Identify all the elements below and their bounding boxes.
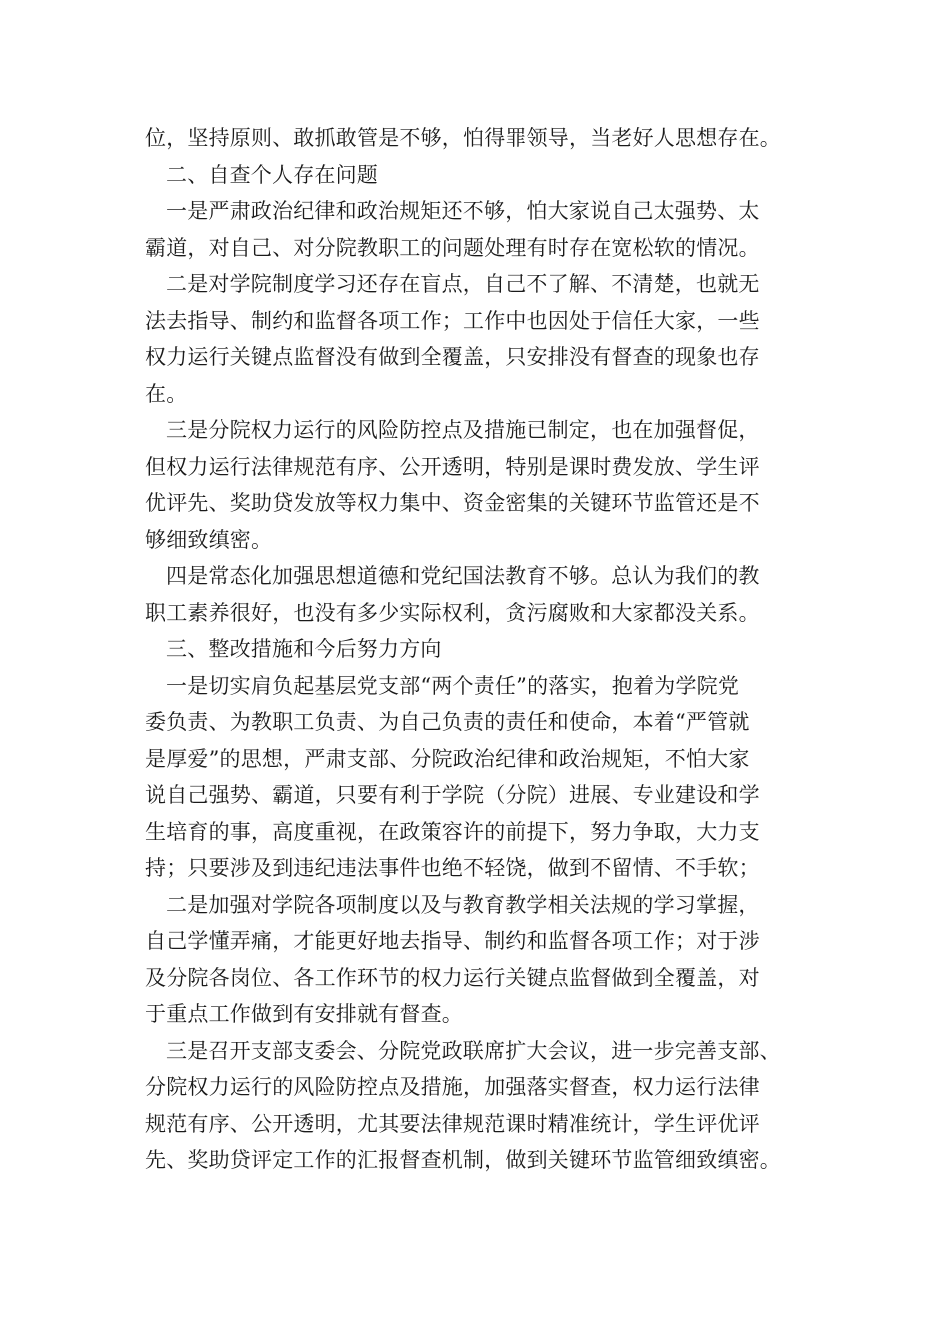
text-line: 说自己强势、霸道，只要有利于学院（分院）进展、专业建设和学 (145, 783, 760, 807)
text-line: 职工素养很好，也没有多少实际权利，贪污腐败和大家都没关系。 (145, 600, 760, 625)
text-line: 委负责、为教职工负责、为自己负责的责任和使命，本着“严管就 (145, 710, 750, 734)
document-body (145, 120, 810, 1179)
text-line: 生培育的事，高度重视，在政策容许的前提下，努力争取，大力支 (145, 819, 760, 844)
text-line: 持；只要涉及到违纪违法事件也绝不轻饶，做到不留情、不手软； (145, 856, 760, 880)
text-line: 法去指导、制约和监督各项工作；工作中也因处于信任大家，一些 (145, 308, 760, 333)
text-line: 够细致缜密。 (145, 527, 273, 552)
text-line: 先、奖助贷评定工作的汇报督查机制，做到关键环节监管细致缜密。 (145, 1148, 781, 1172)
text-line: 规范有序、公开透明，尤其要法律规范课时精准统计，学生评优评 (145, 1111, 760, 1136)
text-line: 权力运行关键点监督没有做到全覆盖，只安排没有督查的现象也存 (145, 345, 760, 369)
text-line: 一是切实肩负起基层党支部“两个责任”的落实，抱着为学院党 (166, 673, 740, 698)
text-line: 于重点工作做到有安排就有督查。 (145, 1002, 463, 1026)
text-line: 是厚爱”的思想，严肃支部、分院政治纪律和政治规矩，不怕大家 (145, 746, 750, 771)
text-line: 四是常态化加强思想道德和党纪国法教育不够。总认为我们的教 (166, 564, 760, 588)
text-line: 但权力运行法律规范有序、公开透明，特别是课时费发放、学生评 (145, 454, 760, 479)
text-line: 二是对学院制度学习还存在盲点，自己不了解、不清楚，也就无 (166, 272, 760, 296)
text-line: 位，坚持原则、敢抓敢管是不够，怕得罪领导，当老好人思想存在。 (145, 126, 781, 150)
text-line: 霸道，对自己、对分院教职工的问题处理有时存在宽松软的情况。 (145, 235, 760, 260)
text-line: 及分院各岗位、各工作环节的权力运行关键点监督做到全覆盖，对 (145, 965, 760, 990)
text-line: 二、自查个人存在问题 (166, 162, 378, 187)
text-line: 优评先、奖助贷发放等权力集中、资金密集的关键环节监管还是不 (145, 491, 760, 515)
text-line: 三是召开支部支委会、分院党政联席扩大会议，进一步完善支部、 (166, 1038, 781, 1063)
text-line: 自己学懂弄痛，才能更好地去指导、制约和监督各项工作；对于涉 (145, 929, 760, 953)
text-line: 在。 (145, 381, 188, 406)
text-line: 二是加强对学院各项制度以及与教育教学相关法规的学习掌握， (166, 892, 760, 917)
text-line: 分院权力运行的风险防控点及措施，加强落实督查，权力运行法律 (145, 1075, 760, 1099)
text-line: 三、整改措施和今后努力方向 (166, 637, 442, 661)
text-line: 一是严肃政治纪律和政治规矩还不够，怕大家说自己太强势、太 (166, 199, 760, 223)
text-line: 三是分院权力运行的风险防控点及措施已制定，也在加强督促， (166, 418, 760, 442)
